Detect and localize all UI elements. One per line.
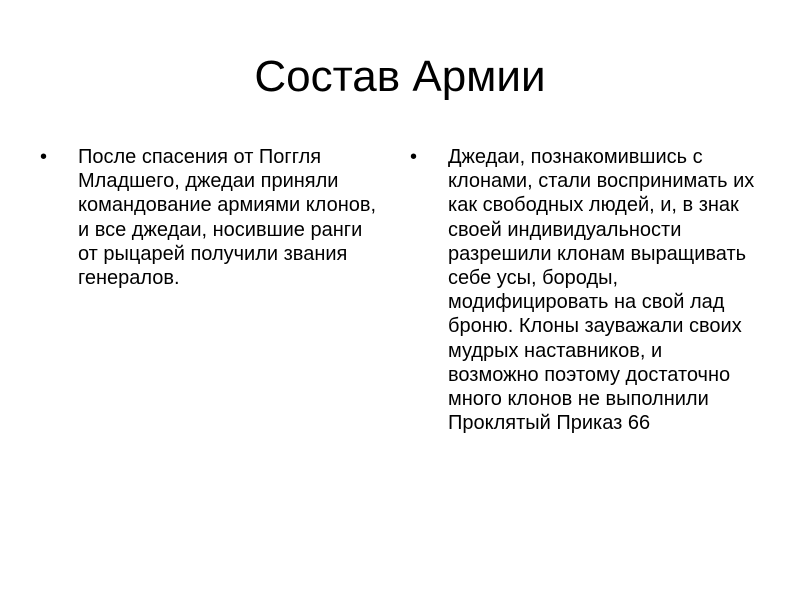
- bullet-icon: •: [40, 146, 48, 168]
- bullet-item: [40, 145, 380, 290]
- bullet-item: [410, 145, 755, 435]
- slide-title: Состав Армии: [254, 52, 546, 101]
- bullet-text: После спасения от Поггля Младшего, джедаи приняли командование армиями клонов, и все джедаи, носившие ранги от рыцарей получили звания генералов.: [78, 146, 377, 290]
- right-column: [410, 145, 755, 435]
- bullet-text: Джедаи, познакомившись с клонами, стали воспринимать их как свободных людей, и, в знак своей индивидуальности разрешили клонам выращивать себе усы, бороды, модифицировать на свой лад броню. Клоны зауважали своих мудрых наставников, и возможно поэтому достаточно много клонов не выполнили Проклятый Приказ 66: [448, 146, 755, 435]
- left-column: [40, 145, 380, 290]
- bullet-icon: •: [410, 146, 418, 168]
